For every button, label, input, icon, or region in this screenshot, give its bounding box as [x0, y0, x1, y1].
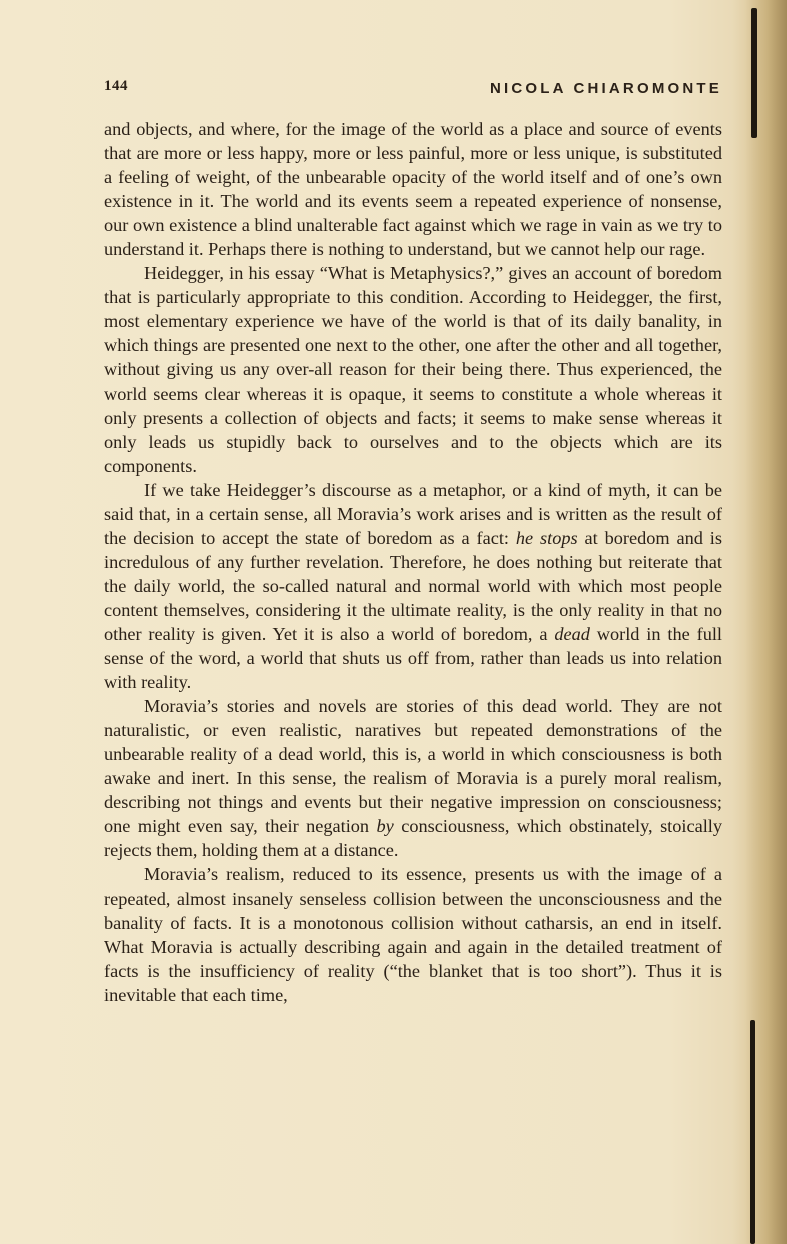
page-number: 144: [104, 78, 128, 94]
paragraph: and objects, and where, for the image of the world as a place and source of events that are more or less happy, more or less painful, more or less unique, is substituted a feeling of weight, of the unbearable opacity of the world itself and of one’s own existence in it. The world and its events seem a repeated experience of nonsense, our own existence a blind unalterable fact against which we rage in vain as we try to understand it. Perhaps there is nothing to understand, but we cannot help our rage.: [104, 119, 722, 260]
paragraph-text: If we take Heidegger’s discourse as a metaphor, or a kind of myth, it can be said that, in a certain sense, all Moravia’s work arises and is written as the result of the decision to accept the state of boredom as a fact:: [104, 479, 722, 548]
italic-text: dead: [554, 623, 590, 644]
paragraph-text: at boredom and is incredulous of any further revelation. Therefore, he does nothing but reiterate that the daily world, the so-called natural and normal world with which most people content themselves, considering it the ultimate reality, is the only reality in that no other reality is given. Yet it is also a world of boredom, a: [104, 527, 722, 644]
paragraph: Heidegger, in his essay “What is Metaphysics?,” gives an account of boredom that is particularly appropriate to this condition. According to Heidegger, the first, most elementary experience we have of the world is that of its daily banality, in which things are presented one next to the other, one after the other and all together, without giving us any over-all reason for their being there. Thus experienced, the world seems clear whereas it is opaque, it seems to constitute a whole whereas it only presents a collection of objects and facts; it seems to make sense whereas it only leads us stupidly back to ourselves and to the objects which are its components.: [104, 263, 722, 476]
running-head: [104, 78, 722, 104]
italic-text: by: [376, 816, 394, 837]
italic-text: he stops: [515, 527, 578, 548]
page-edge-mark: [751, 8, 757, 138]
running-title: NICOLA CHIAROMONTE: [489, 80, 722, 97]
paragraph-text: consciousness, which obstinately, stoically rejects them, holding them at a distance.: [104, 816, 723, 861]
paragraph-text: world in the full sense of the word, a world that shuts us off from, rather than leads us into relation with reality.: [104, 623, 722, 693]
page-edge-mark: [750, 1020, 755, 1244]
body-text: [104, 117, 722, 1007]
paragraph-text: Moravia’s stories and novels are stories of this dead world. They are not naturalistic, or even realistic, naratives but repeated demonstrations of the unbearable reality of a dead world, this is, a world in which consciousness is both awake and inert. In this sense, the realism of Moravia is a purely moral realism, describing not things and events but their negative impression on consciousness; one might even say, their negation: [104, 696, 722, 837]
paragraph: Moravia’s realism, reduced to its essence, presents us with the image of a repeated, almost insanely senseless collision between the unconsciousness and the banality of facts. It is a monotonous collision without catharsis, an end in itself. What Moravia is actually describing again and again in the detailed treatment of facts is the insufficiency of reality (“the blanket that is too short”). Thus it is inevitable that each time,: [104, 864, 722, 1005]
paragraph: [104, 694, 722, 862]
paragraph: [104, 478, 722, 694]
